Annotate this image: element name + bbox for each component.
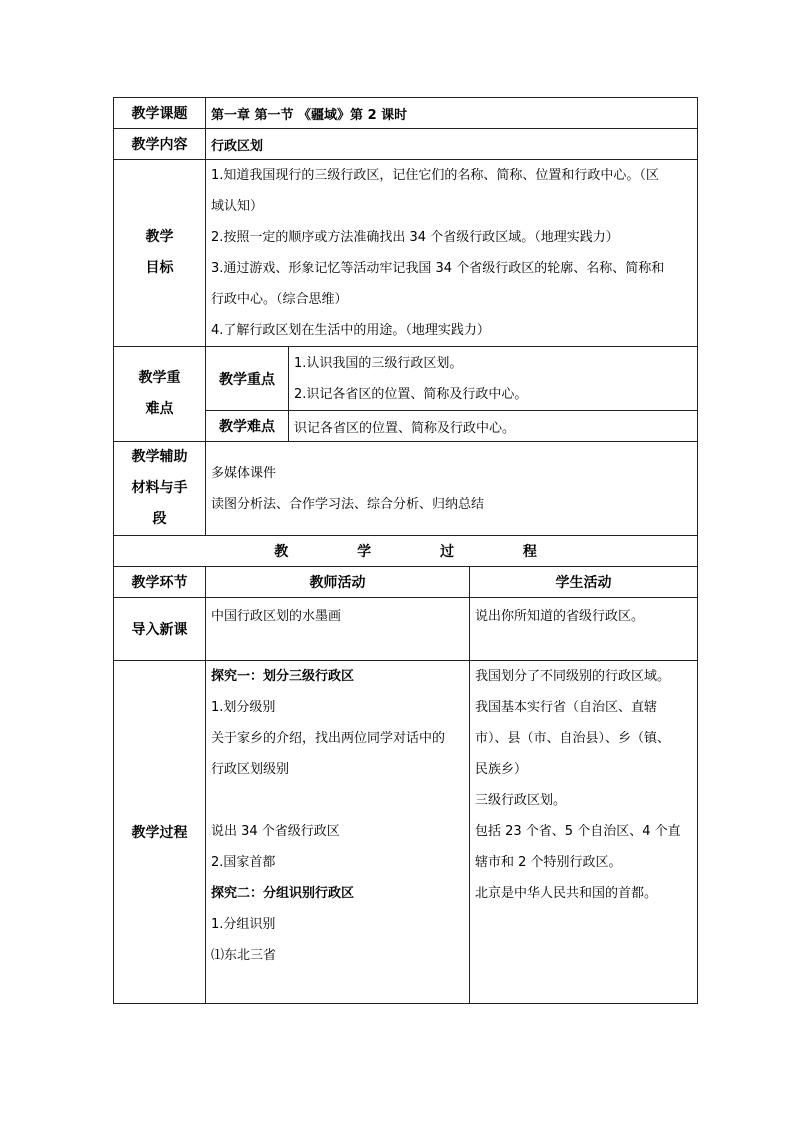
student-line: 北京是中华人民共和国的首都。 xyxy=(475,886,658,901)
goal-line: 2.按照一定的顺序或方法准确找出 34 个省级行政区域。（地理实践力） xyxy=(211,230,619,245)
key-diff-label xyxy=(114,347,206,442)
aids-label-line-2: 材料与手 xyxy=(131,480,188,496)
teacher-line: 行政区划级别 xyxy=(211,762,290,777)
aids-label-line-3: 段 xyxy=(152,511,167,527)
process-title-char: 过 xyxy=(439,544,454,560)
process-title-char: 程 xyxy=(522,544,537,560)
intro-student: 说出你所知道的省级行政区。 xyxy=(470,598,698,661)
teacher-line: ⑴东北三省 xyxy=(211,948,277,963)
aids-line: 多媒体课件 xyxy=(211,465,277,481)
main-teacher xyxy=(206,661,470,1004)
teacher-line: 探究二：分组识别行政区 xyxy=(211,886,355,901)
teacher-line: 探究一：划分三级行政区 xyxy=(211,669,355,684)
goal-line: 行政中心。（综合思维） xyxy=(211,292,348,307)
content-label: 教学内容 xyxy=(114,129,206,160)
goal-line: 4.了解行政区划在生活中的用途。（地理实践力） xyxy=(211,323,490,338)
student-line: 我国划分了不同级别的行政区域。 xyxy=(475,669,671,684)
content-value: 行政区划 xyxy=(206,129,698,160)
row-intro xyxy=(114,598,698,661)
row-topic xyxy=(114,98,698,129)
row-key-points xyxy=(114,347,698,411)
aids-line: 读图分析法、合作学习法、综合分析、归纳总结 xyxy=(211,496,485,512)
aids-content xyxy=(206,442,698,536)
main-stage: 教学过程 xyxy=(114,661,206,1004)
key-point-line: 1.认识我国的三级行政区划。 xyxy=(294,355,463,371)
key-points-label: 教学重点 xyxy=(206,347,289,411)
row-process-header xyxy=(114,567,698,598)
intro-teacher: 中国行政区划的水墨画 xyxy=(206,598,470,661)
student-line: 市）、县（市、自治县）、乡（镇、 xyxy=(475,731,671,746)
goals-content xyxy=(206,160,698,347)
main-student xyxy=(470,661,698,1004)
goal-line: 3.通过游戏、形象记忆等活动牢记我国 34 个省级行政区的轮廓、名称、简称和 xyxy=(211,261,665,276)
student-line: 辖市和 2 个特别行政区。 xyxy=(475,855,622,870)
goals-label xyxy=(114,160,206,347)
lesson-plan-page xyxy=(113,97,697,1004)
goals-label-line-2: 目标 xyxy=(145,260,174,276)
row-goals xyxy=(114,160,698,347)
process-title-char: 教 xyxy=(274,544,289,560)
intro-stage: 导入新课 xyxy=(114,598,206,661)
teacher-line: 关于家乡的介绍，找出两位同学对话中的 xyxy=(211,731,446,746)
col-teacher-header: 教师活动 xyxy=(206,567,470,598)
row-process-title xyxy=(114,536,698,567)
teacher-line: 说出 34 个省级行政区 xyxy=(211,824,340,839)
difficult-points-value: 识记各省区的位置、简称及行政中心。 xyxy=(289,411,698,442)
teacher-line-blank xyxy=(211,785,465,816)
key-point-line: 2.识记各省区的位置、简称及行政中心。 xyxy=(294,386,528,402)
key-points-content xyxy=(289,347,698,411)
goal-line: 1.知道我国现行的三级行政区，记住它们的名称、简称、位置和行政中心。（区 xyxy=(211,168,659,183)
teacher-line: 1.分组识别 xyxy=(211,917,276,932)
difficult-points-label: 教学难点 xyxy=(206,411,289,442)
lesson-plan-table xyxy=(113,97,698,1004)
goals-label-line-1: 教学 xyxy=(145,229,174,245)
row-main-process xyxy=(114,661,698,1004)
student-line: 我国基本实行省（自治区、直辖 xyxy=(475,700,658,715)
key-diff-label-line-1: 教学重 xyxy=(138,370,181,386)
topic-value: 第一章 第一节 《疆域》第 2 课时 xyxy=(206,98,698,129)
topic-label: 教学课题 xyxy=(114,98,206,129)
aids-label-line-1: 教学辅助 xyxy=(131,449,188,465)
row-content xyxy=(114,129,698,160)
aids-label xyxy=(114,442,206,536)
student-line: 包括 23 个省、5 个自治区、4 个直 xyxy=(475,824,681,839)
teacher-line: 2.国家首都 xyxy=(211,855,276,870)
row-aids xyxy=(114,442,698,536)
goal-line: 域认知） xyxy=(211,199,264,214)
col-stage-header: 教学环节 xyxy=(114,567,206,598)
student-line: 民族乡） xyxy=(475,762,528,777)
process-title xyxy=(114,536,698,567)
student-line: 三级行政区划。 xyxy=(475,793,567,808)
col-student-header: 学生活动 xyxy=(470,567,698,598)
teacher-line: 1.划分级别 xyxy=(211,700,276,715)
process-title-char: 学 xyxy=(357,544,372,560)
key-diff-label-line-2: 难点 xyxy=(145,401,174,417)
